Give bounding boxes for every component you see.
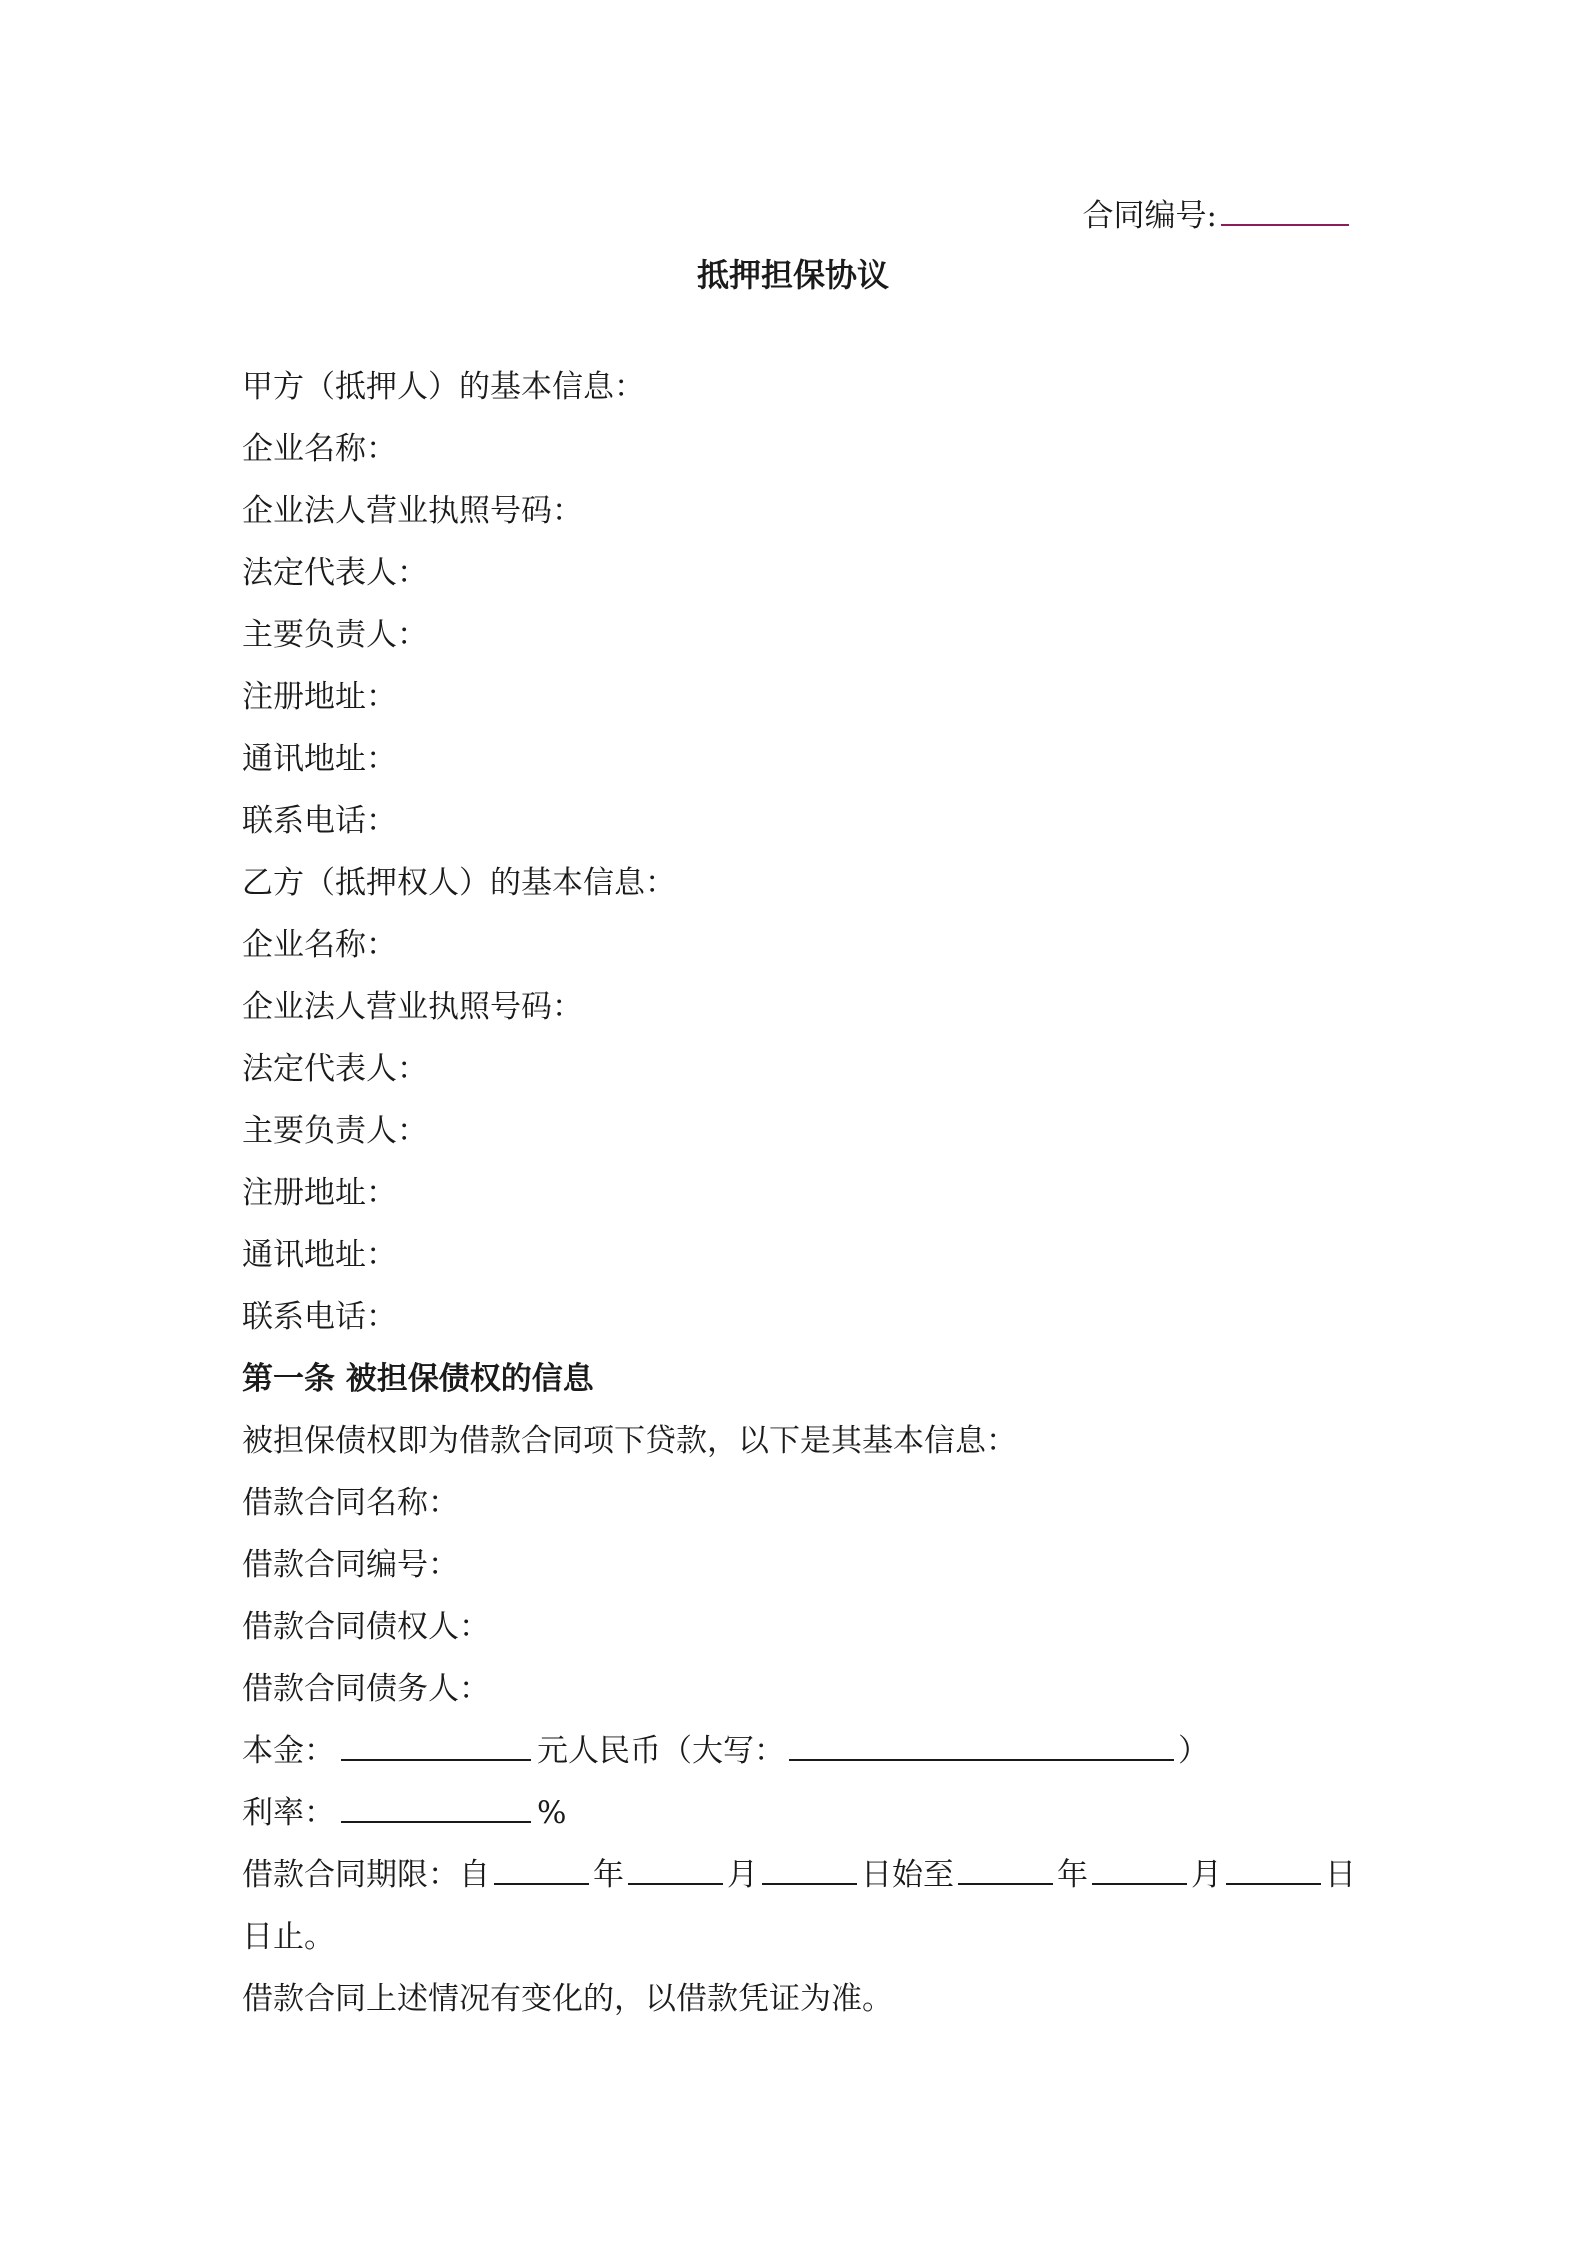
contract-number-label: 合同编号:: [1082, 198, 1217, 234]
article-1-intro: 被担保债权即为借款合同项下贷款，以下是其基本信息：: [242, 1423, 1017, 1459]
loan-field: 借款合同债权人：: [242, 1609, 490, 1645]
party-b-field: 主要负责人：: [242, 1113, 428, 1149]
party-b-field: 通讯地址：: [242, 1237, 397, 1273]
principal-words-blank[interactable]: [789, 1725, 1174, 1761]
rate-unit: %: [537, 1795, 567, 1831]
term-year2-label: 年: [1057, 1857, 1088, 1893]
term-day2-label: 日: [1325, 1857, 1356, 1893]
document-body: [242, 356, 1356, 2030]
article-1-note: 借款合同上述情况有变化的，以借款凭证为准。: [242, 1981, 893, 2017]
rate-line: [242, 1782, 1352, 1844]
contract-number: [1083, 192, 1349, 240]
term-end-day-blank[interactable]: [1226, 1849, 1321, 1885]
party-a-field: 法定代表人：: [242, 555, 428, 591]
principal-unit: 元人民币（大写：: [537, 1733, 785, 1769]
term-line: [242, 1844, 1356, 1906]
party-b-field: 企业名称：: [242, 927, 397, 963]
term-end-year-blank[interactable]: [958, 1849, 1053, 1885]
party-a-field: 主要负责人：: [242, 617, 428, 653]
contract-number-blank[interactable]: [1221, 194, 1349, 226]
term-year-label: 年: [593, 1857, 624, 1893]
party-b-field: 法定代表人：: [242, 1051, 428, 1087]
loan-field: 借款合同债务人：: [242, 1671, 490, 1707]
party-a-field: 注册地址：: [242, 679, 397, 715]
principal-close: ）: [1178, 1733, 1209, 1769]
party-a-field: 通讯地址：: [242, 741, 397, 777]
principal-amount-blank[interactable]: [341, 1725, 531, 1761]
party-a-heading: 甲方（抵押人）的基本信息：: [242, 369, 645, 405]
term-month2-label: 月: [1191, 1857, 1222, 1893]
rate-label: 利率：: [242, 1795, 335, 1831]
term-start-month-blank[interactable]: [628, 1849, 723, 1885]
party-a-field: 联系电话：: [242, 803, 397, 839]
party-b-field: 企业法人营业执照号码：: [242, 989, 583, 1025]
document-title: 抵押担保协议: [696, 256, 889, 294]
party-b-field: 注册地址：: [242, 1175, 397, 1211]
principal-line: [242, 1720, 1352, 1782]
term-end: 日止。: [242, 1919, 335, 1955]
term-day-from-label: 日始至: [861, 1857, 954, 1893]
party-b-heading: 乙方（抵押权人）的基本信息：: [242, 865, 676, 901]
party-a-field: 企业名称：: [242, 431, 397, 467]
article-1-heading: 第一条 被担保债权的信息: [242, 1361, 594, 1397]
term-label: 借款合同期限：自: [242, 1857, 490, 1893]
loan-field: 借款合同编号：: [242, 1547, 459, 1583]
term-month-label: 月: [727, 1857, 758, 1893]
term-end-month-blank[interactable]: [1092, 1849, 1187, 1885]
principal-label: 本金：: [242, 1733, 335, 1769]
party-a-field: 企业法人营业执照号码：: [242, 493, 583, 529]
rate-blank[interactable]: [341, 1787, 531, 1823]
term-start-year-blank[interactable]: [494, 1849, 589, 1885]
loan-field: 借款合同名称：: [242, 1485, 459, 1521]
party-b-field: 联系电话：: [242, 1299, 397, 1335]
term-start-day-blank[interactable]: [762, 1849, 857, 1885]
